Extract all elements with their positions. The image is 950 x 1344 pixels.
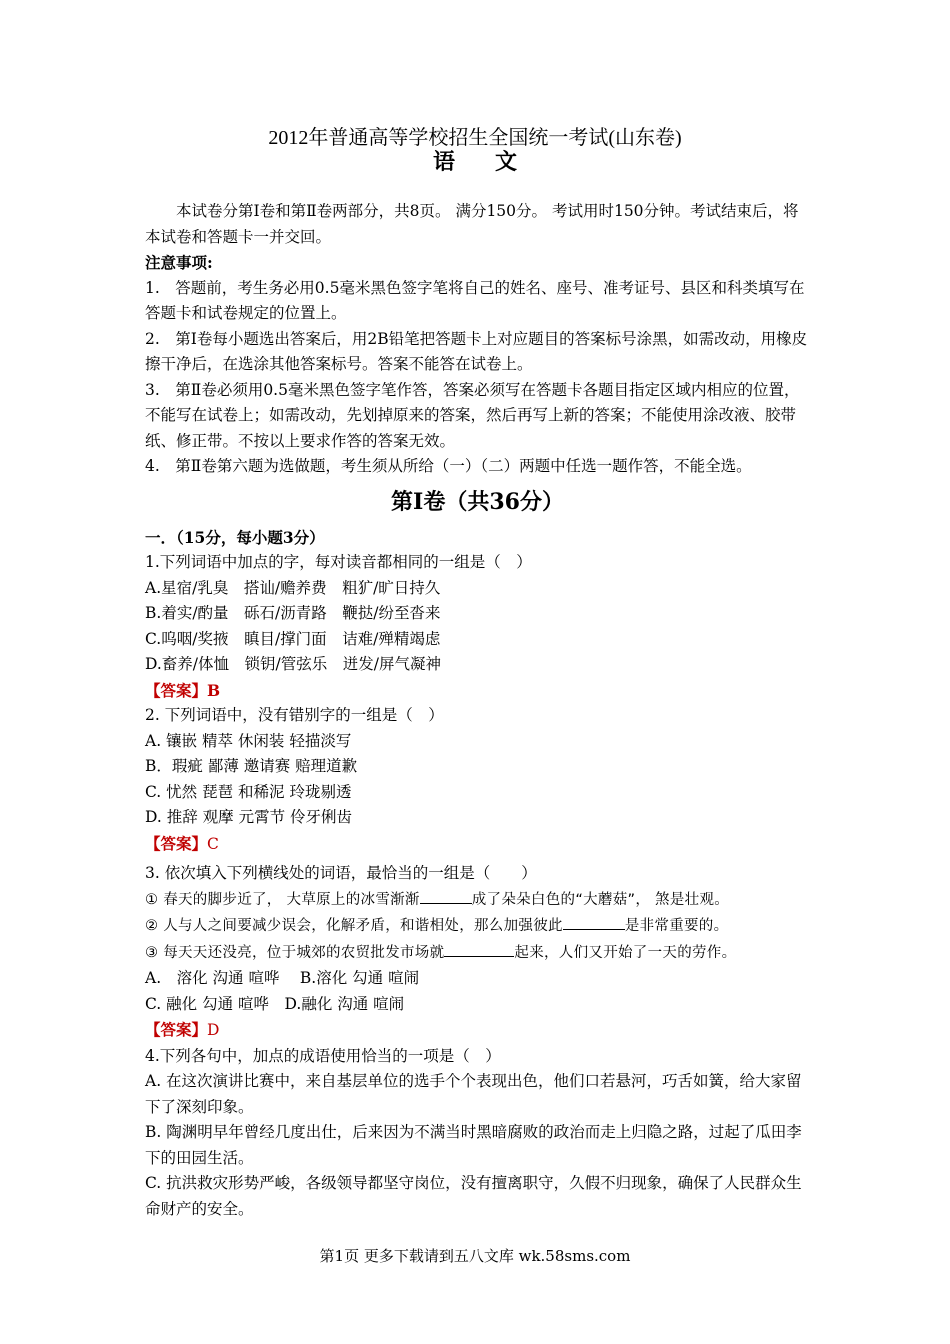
section-heading: 一．（15分，每小题3分） xyxy=(145,527,325,547)
answer-value: D xyxy=(207,1021,220,1039)
answer-label: 【答案】 xyxy=(145,833,208,853)
sentence-part: 是非常重要的。 xyxy=(624,918,729,934)
question-2-option-b: B．瑕疵 鄙薄 邀请赛 赔理道歉 xyxy=(145,757,358,775)
volume-title: 第Ⅰ卷（共36分） xyxy=(391,488,564,515)
page-content xyxy=(145,199,810,1222)
question-2-option-a: A. 镶嵌 精萃 休闲装 轻描淡写 xyxy=(145,731,352,750)
question-1-answer xyxy=(145,678,810,704)
question-1-option-c: C.呜咽/奖掖 瞋目/撑门面 诘难/殚精竭虑 xyxy=(145,629,441,648)
sentence-part: ① 春天的脚步近了， 大草原上的冰雪渐渐 xyxy=(145,891,420,908)
question-1-stem: 1.下列词语中加点的字，每对读音都相同的一组是（ ） xyxy=(145,553,532,571)
question-1-option-d: D.畜养/体恤 锁钥/管弦乐 迸发/屏气凝神 xyxy=(145,655,441,673)
notice-item: 2. 第Ⅰ卷每小题选出答案后，用2B铅笔把答题卡上对应题目的答案标号涂黑，如需改动，用橡皮擦干净后，在选涂其他答案标号。答案不能答在试卷上。 xyxy=(145,329,808,373)
question-4-stem: 4.下列各句中，加点的成语使用恰当的一项是（ ） xyxy=(145,1046,501,1065)
sentence-part: ③ 每天天还没亮，位于城郊的农贸批发市场就 xyxy=(145,944,445,961)
question-3-sentence-2 xyxy=(145,913,810,940)
intro-paragraph: 本试卷分第Ⅰ卷和第Ⅱ卷两部分，共8页。 满分150分。 考试用时150分钟。考试结束后，将本试卷和答题卡一并交回。 xyxy=(145,202,799,246)
notice-item: 3. 第Ⅱ卷必须用0.5毫米黑色签字笔作答，答案必须写在答题卡各题目指定区域内相应的位置，不能写在试卷上；如需改动，先划掉原来的答案，然后再写上新的答案；不能使用涂改液、胶带纸、修正带。不按以上要求作答的答案无效。 xyxy=(145,380,800,450)
question-3-options-ab: A. 溶化 沟通 喧哗 B.溶化 勾通 喧闹 xyxy=(145,969,420,987)
question-3-sentence-3 xyxy=(145,940,810,967)
question-2-option-d: D. 推辞 观摩 元霄节 伶牙俐齿 xyxy=(145,808,353,826)
question-3-sentence-1 xyxy=(145,887,810,914)
answer-value: B xyxy=(207,680,221,700)
answer-label: 【答案】 xyxy=(145,1020,208,1039)
notice-item: 4. 第Ⅱ卷第六题为选做题，考生须从所给（一）（二）两题中任选一题作答，不能全选。 xyxy=(145,457,752,475)
question-1-option-b: B.着实/酌量 砾石/沥青路 鞭挞/纷至沓来 xyxy=(145,604,441,622)
question-4-option-c: C. 抗洪救灾形势严峻，各级领导都坚守岗位，没有擅离职守，久假不归现象，确保了人民群众生命财产的安全。 xyxy=(145,1174,802,1218)
fill-blank xyxy=(563,913,625,930)
fill-blank xyxy=(444,940,514,957)
subject-title: 语文 xyxy=(432,149,557,175)
question-3-options-cd: C. 融化 勾通 喧哗 D.融化 沟通 喧闹 xyxy=(145,994,405,1013)
exam-title: 2012年普通高等学校招生全国统一考试(山东卷) xyxy=(268,127,682,149)
sentence-part: 起来，人们又开始了一天的劳作。 xyxy=(514,944,737,961)
question-3-stem: 3. 依次填入下列横线处的词语，最恰当的一组是（ ） xyxy=(145,864,537,882)
fill-blank xyxy=(420,887,472,904)
sentence-part: 成了朵朵白色的“大蘑菇”， 煞是壮观。 xyxy=(471,891,730,908)
notice-heading: 注意事项: xyxy=(145,253,213,272)
question-2-answer xyxy=(145,831,810,858)
question-2-stem: 2. 下列词语中，没有错别字的一组是（ ） xyxy=(145,706,444,724)
sentence-part: ② 人与人之间要减少误会，化解矛盾，和谐相处，那么加强彼此 xyxy=(145,918,563,934)
question-4-option-b: B. 陶渊明早年曾经几度出仕，后来因为不满当时黑暗腐败的政治而走上归隐之路，过起了瓜田李下的田园生活。 xyxy=(145,1123,802,1167)
answer-value: C xyxy=(207,834,219,853)
question-3-answer xyxy=(145,1017,810,1044)
notice-item: 1. 答题前，考生务必用0.5毫米黑色签字笔将自己的姓名、座号、准考证号、县区和科类填写在答题卡和试卷规定的位置上。 xyxy=(145,278,805,322)
page-footer: 第1页 更多下载请到五八文库 wk.58sms.com xyxy=(319,1247,631,1265)
question-1-option-a: A.星宿/乳臭 搭讪/赡养费 粗犷/旷日持久 xyxy=(145,578,441,597)
answer-label: 【答案】 xyxy=(145,680,208,700)
question-4-option-a: A. 在这次演讲比赛中，来自基层单位的选手个个表现出色，他们口若悬河，巧舌如簧，给大家留下了深刻印象。 xyxy=(145,1072,802,1116)
question-2-option-c: C. 忧然 琵琶 和稀泥 玲珑剔透 xyxy=(145,782,352,801)
